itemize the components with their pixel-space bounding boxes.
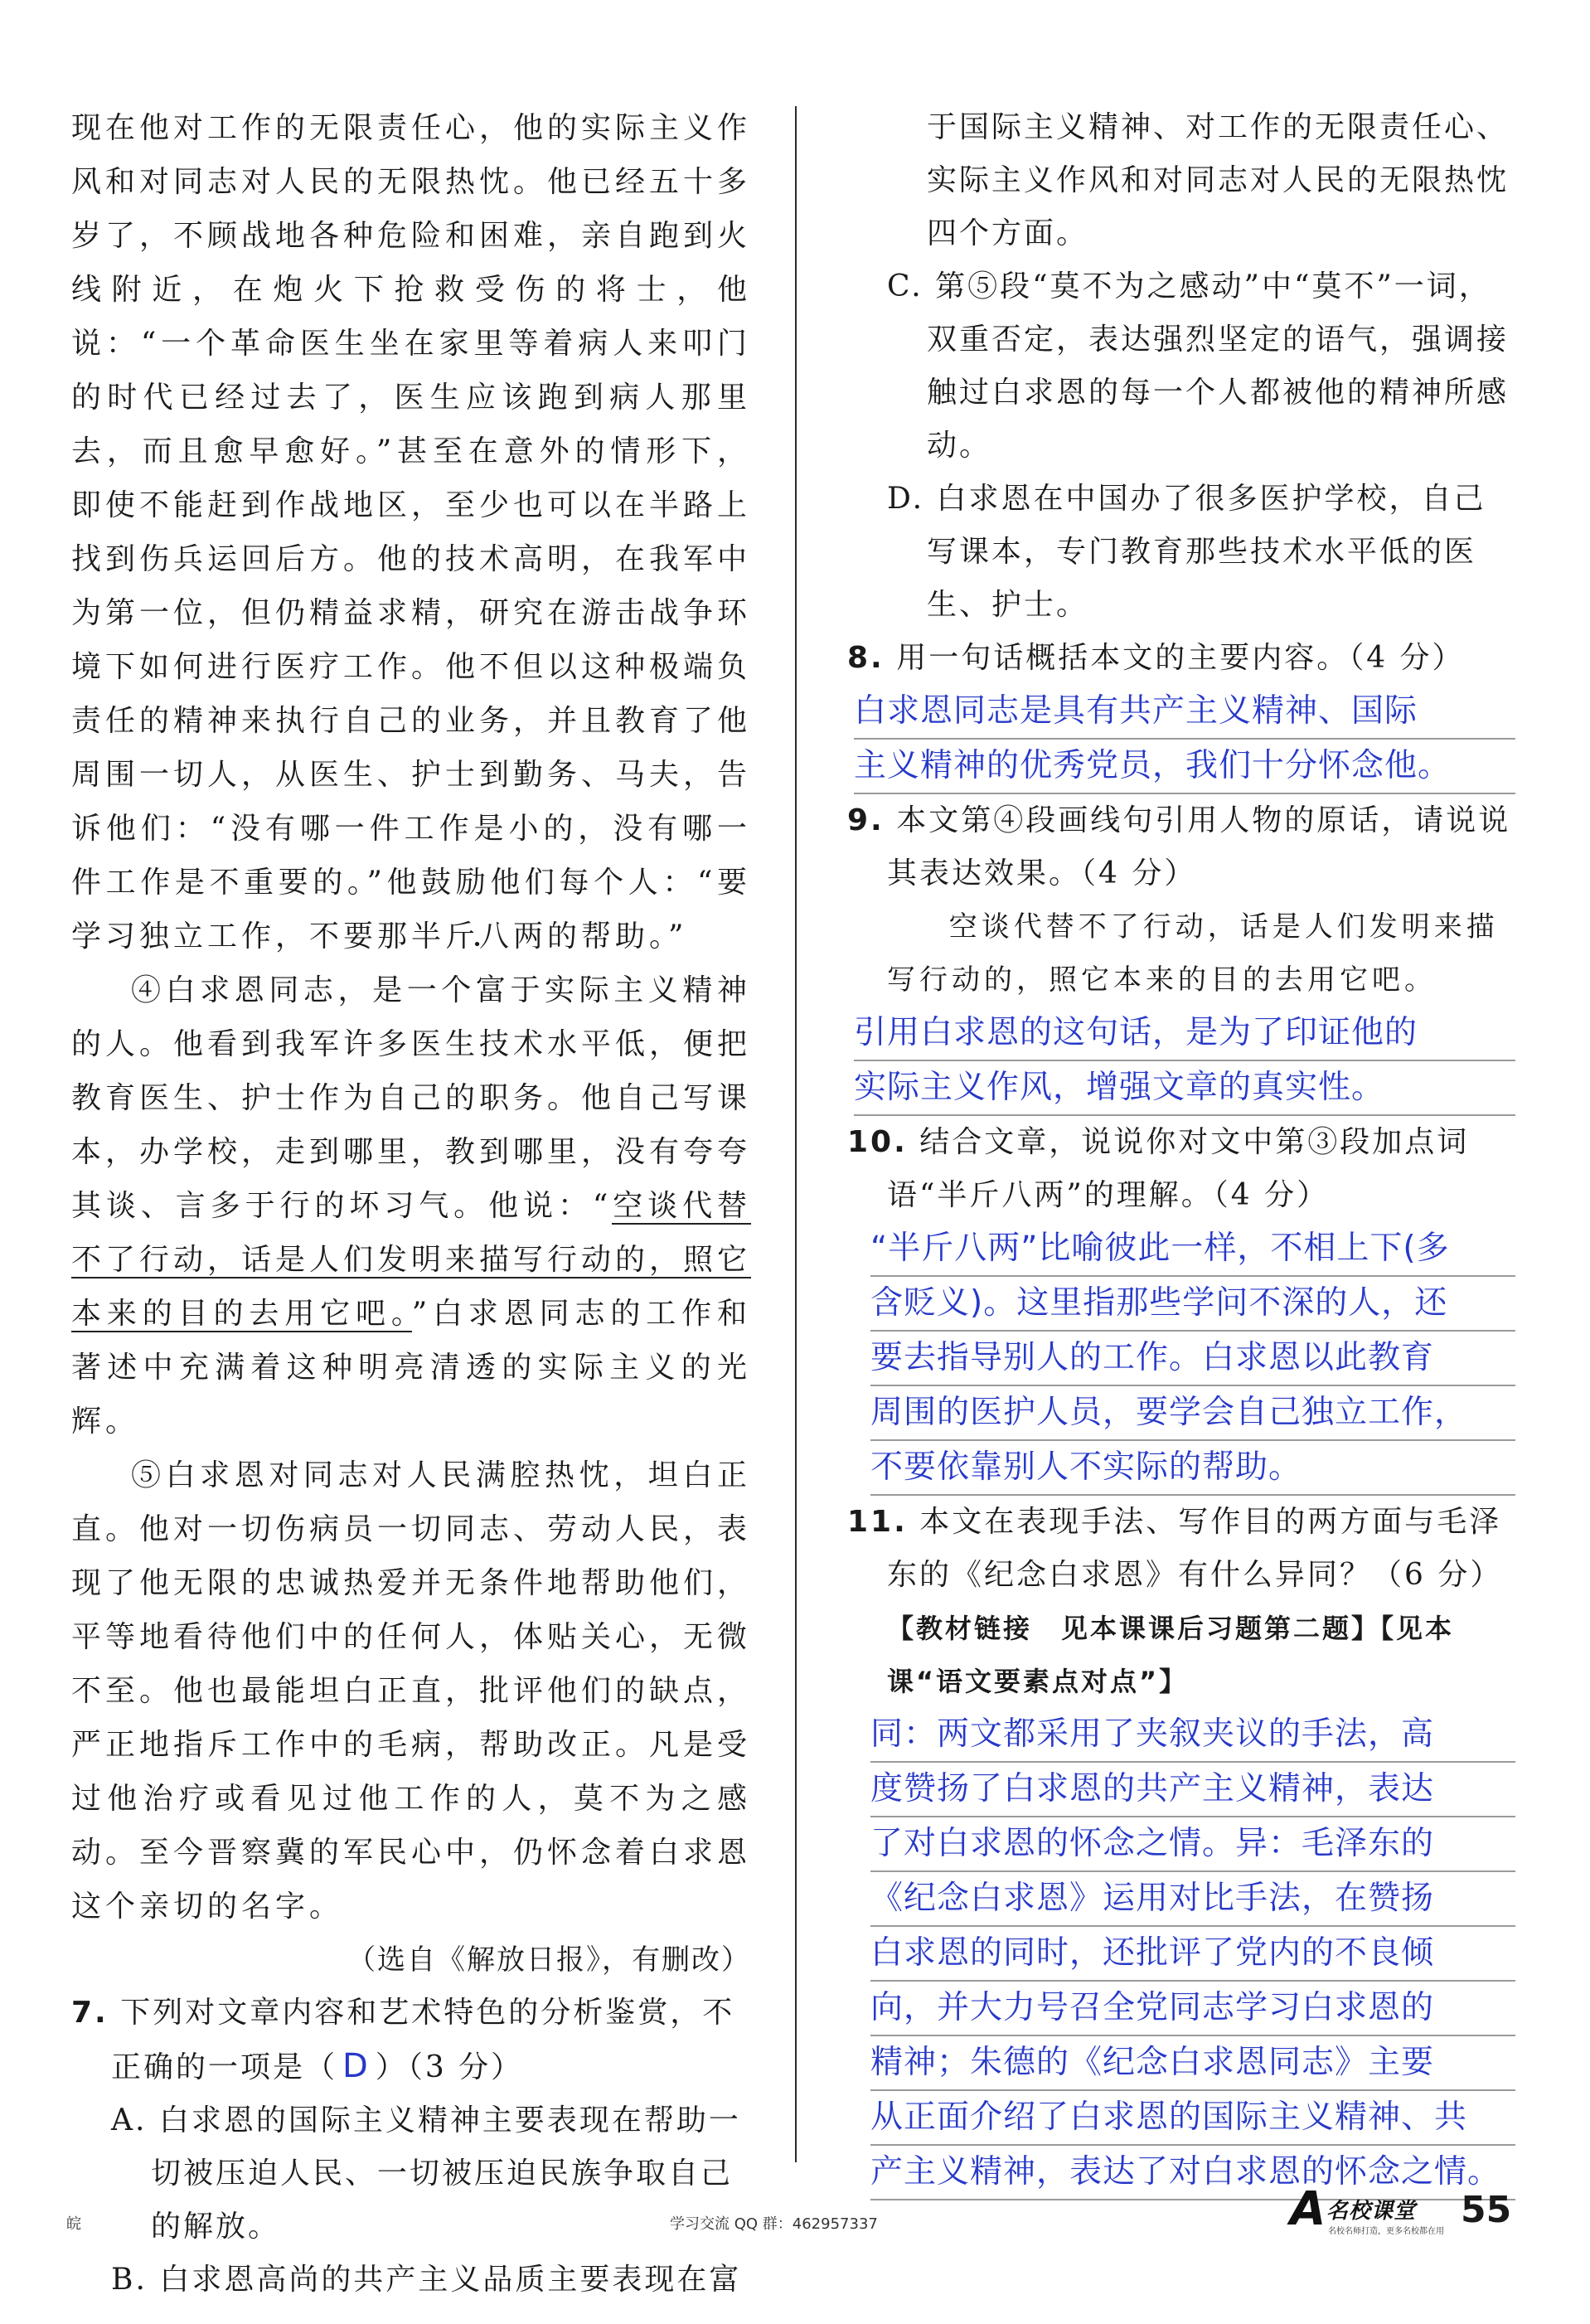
q10-answer xyxy=(870,1222,1515,1496)
paragraph-5: ⑤白求恩对同志对人民满腔热忱，坦白正直。他对一切伤病员一切同志、劳动人民，表现了他无限的忠诚热爱并无条件地帮助他们，平等地看待他们中的任何人，体贴关心，无微不至。他也最能坦白正直，批评他们的缺点，严正地指斥工作中的毛病，帮助改正。凡是受过他治疗或看见过他工作的人，莫不为之感动。至今晋察冀的军民心中，仍怀念着白求恩这个亲切的名字。 xyxy=(71,1458,752,1924)
answer-line: 不要依靠别人不实际的帮助。 xyxy=(870,1441,1515,1496)
footer-region-mark: 皖 xyxy=(66,2215,81,2233)
q7-option-b-cont: 于国际主义精神、对工作的无限责任心、实际主义作风和对同志对人民的无限热忱四个方面。 xyxy=(927,110,1510,250)
answer-line: 向，并大力号召全党同志学习白求恩的 xyxy=(870,1982,1515,2036)
q11-textbook-link: 【教材链接 见本课课后习题第二题】【见本课“语文要素点对点”】 xyxy=(887,1613,1455,1697)
q9-quote-line: 空谈代替不了行动，话是人们发明来描 xyxy=(948,910,1499,944)
answer-line: 主义精神的优秀党员，我们十分怀念他。 xyxy=(854,740,1515,794)
paragraph-4 xyxy=(71,963,751,1448)
answer-line: 产主义精神，表达了对白求恩的怀念之情。 xyxy=(870,2146,1515,2200)
q7-option-b: B. 白求恩高尚的共产主义品质主要表现在富 xyxy=(111,2263,742,2297)
para4-text-a: ④白求恩同志，是一个富于实际主义精神的人。他看到我军许多医生技术水平低，便把教育医生、护士作为自己的职务。他自己写课本，办学校，走到哪里，教到哪里，没有夸夸其谈、言多于行的坏习气。他说：“ xyxy=(71,973,752,1223)
answer-line: 从正面介绍了白求恩的国际主义精神、共 xyxy=(870,2091,1515,2146)
q9-quote-line: 写行动的，照它本来的目的去用它吧。 xyxy=(887,963,1437,997)
page-number: 55 xyxy=(1461,2189,1512,2231)
brand-logo xyxy=(1290,2182,1446,2239)
question-11 xyxy=(847,1496,1515,1708)
q11-answer xyxy=(870,1708,1515,2200)
q9-text: 本文第④段画线句引用人物的原话，请说说其表达效果。（4 分） xyxy=(887,803,1511,890)
q7-option-c: C. 第⑤段“莫不为之感动”中“莫不”一词，双重否定，表达强烈坚定的语气，强调接触过白求恩的每一个人都被他的精神所感动。 xyxy=(887,269,1510,463)
para4-text-b: ”白求恩同志的工作和著述中充满着这种明亮清透的实际主义的光辉。 xyxy=(71,1297,751,1439)
source-note: （选自《解放日报》，有删改） xyxy=(347,1943,751,1977)
para3-text: 现在他对工作的无限责任心，他的实际主义作风和对同志对人民的无限热忱。他已经五十多岁了，不顾战地各种危险和困难，亲自跑到火线附近，在炮火下抢救受伤的将士，他说：“一个革命医生坐在家里等着病人来叩门的时代已经过去了，医生应该跑到病人那里去，而且愈早愈好。”甚至在意外的情形下，即使不能赶到作战地区，至少也可以在半路上找到伤兵运回后方。他的技术高明，在我军中为第一位，但仍精益求精，研究在游击战争环境下如何进行医疗工作。他不但以这种极端负责任的精神来执行自己的业务，并且教育了他周围一切人，从医生、护士到勤务、马夫，告诉他们：“没有哪一件工作是小的，没有哪一件工作是不重要的。”他鼓励他们每个人：“要学习独立工作，不要那 xyxy=(71,111,752,953)
answer-line: 度赞扬了白求恩的共产主义精神，表达 xyxy=(870,1763,1515,1817)
q9-number: 9. xyxy=(847,803,885,837)
q10-text: 结合文章，说说你对文中第③段加点词语“半斤八两”的理解。（4 分） xyxy=(887,1125,1470,1212)
answer-line: 白求恩的同时，还批评了党内的不良倾 xyxy=(870,1927,1515,1982)
answer-line: “半斤八两”比喻彼此一样，不相上下(多 xyxy=(870,1222,1515,1277)
answer-line: 实际主义作风，增强文章的真实性。 xyxy=(854,1061,1515,1116)
underlined-quote: 空谈代替不了行动，话是人们发明来描写行动的，照它本来的目的去用它吧。 xyxy=(71,1189,752,1331)
question-10 xyxy=(847,1116,1515,1222)
question-8 xyxy=(847,632,1515,685)
q8-text: 用一句话概括本文的主要内容。（4 分） xyxy=(896,641,1465,675)
q10-number: 10. xyxy=(847,1125,908,1159)
q11-number: 11. xyxy=(847,1505,908,1539)
q7-option-a: A. 白求恩的国际主义精神主要表现在帮助一切被压迫人民、一切被压迫民族争取自己的解放。 xyxy=(111,2103,741,2244)
left-column xyxy=(71,101,751,2307)
q11-text: 本文在表现手法、写作目的两方面与毛泽东的《纪念白求恩》有什么异同？（6 分） xyxy=(887,1505,1503,1592)
answer-line: 《纪念白求恩》运用对比手法，在赞扬 xyxy=(870,1872,1515,1927)
answer-line: 含贬义)。这里指那些学问不深的人，还 xyxy=(870,1277,1515,1332)
question-7 xyxy=(71,1987,751,2094)
q7-answer: D xyxy=(342,2047,371,2085)
q8-number: 8. xyxy=(847,641,885,675)
right-column xyxy=(847,101,1515,2200)
logo-letter: A xyxy=(1290,2182,1326,2236)
column-divider xyxy=(795,106,797,2162)
q7-text: 下列对文章内容和艺术特色的分析鉴赏，不正确的一项是（ xyxy=(111,1996,735,2084)
answer-line: 引用白求恩的这句话，是为了印证他的 xyxy=(854,1007,1515,1061)
answer-line: 要去指导别人的工作。白求恩以此教育 xyxy=(870,1332,1515,1386)
answer-line: 了对白求恩的怀念之情。异：毛泽东的 xyxy=(870,1817,1515,1872)
para3-end: 的帮助。” xyxy=(547,919,688,953)
q7-number: 7. xyxy=(71,1996,109,2030)
question-9 xyxy=(847,794,1515,900)
dotted-word: 半斤八两 • xyxy=(411,919,547,953)
paragraph-3-tail xyxy=(71,101,751,963)
answer-line: 精神；朱德的《纪念白求恩同志》主要 xyxy=(870,2036,1515,2091)
answer-line: 白求恩同志是具有共产主义精神、国际 xyxy=(854,685,1515,740)
q7-option-d: D. 白求恩在中国办了很多医护学校，自己写课本，专门教育那些技术水平低的医生、护士。 xyxy=(887,482,1486,622)
answer-line: 同：两文都采用了夹叙夹议的手法，高 xyxy=(870,1708,1515,1763)
q9-answer xyxy=(854,1007,1515,1116)
q8-answer xyxy=(854,685,1515,794)
logo-name: 名校课堂 xyxy=(1326,2199,1417,2224)
q7-score: ）（3 分） xyxy=(375,2050,524,2084)
q9-quote xyxy=(847,900,1515,1007)
answer-line: 周围的医护人员，要学会自己独立工作， xyxy=(870,1386,1515,1441)
logo-tagline: 名校名师打造，更多名校都在用 xyxy=(1328,2227,1444,2236)
footer-qq-group: 学习交流 QQ 群：462957337 xyxy=(670,2215,878,2233)
